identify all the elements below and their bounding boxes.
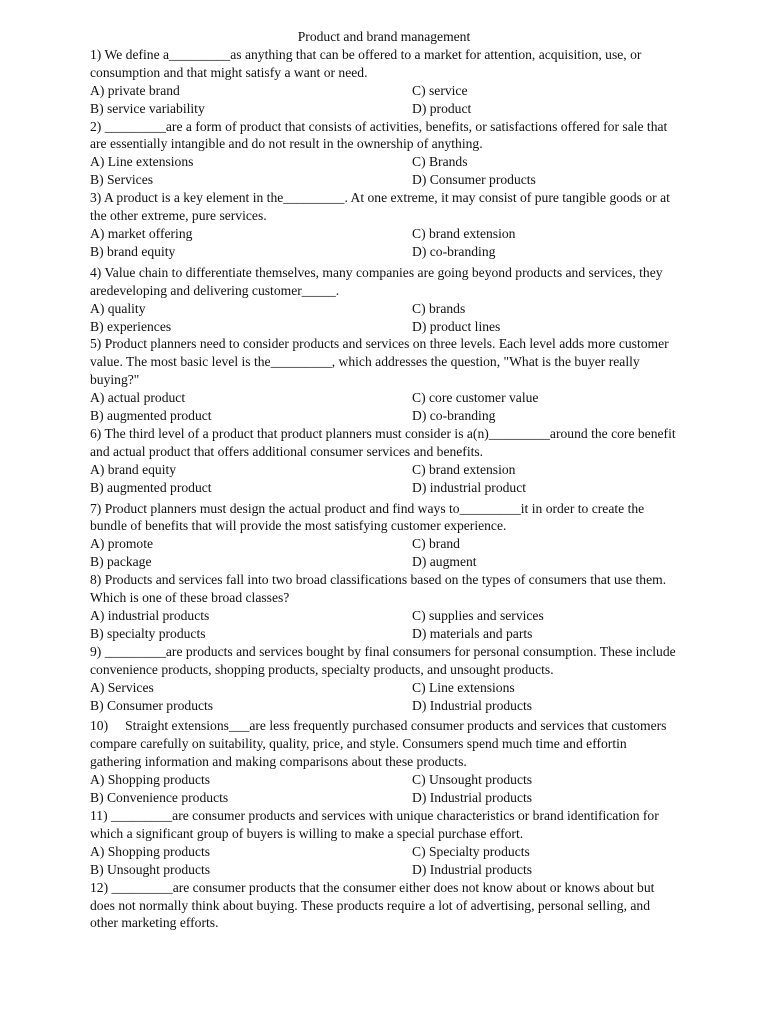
- option-c: C) core customer value: [412, 390, 539, 406]
- question-text: 10) Straight extensions___are less frequently purchased consumer products and services that customers compare carefully on suitability, quality, price, and style. Consumers spend much time and effortin gathering information and making comparisons about these products.: [90, 718, 670, 770]
- answer-options: [90, 389, 678, 425]
- option-d: D) product: [412, 100, 472, 116]
- question-text: 11) _________are consumer products and services with unique characteristics or brand identification for which a significant group of buyers is willing to make a special purchase effort.: [90, 807, 659, 841]
- question-12: [90, 879, 678, 933]
- question-3: [90, 189, 678, 261]
- option-c: C) brand: [412, 536, 460, 552]
- option-c: C) brand extension: [412, 461, 516, 477]
- option-b: B) augmented product: [90, 479, 212, 495]
- answer-options: [90, 535, 678, 571]
- option-a: A) brand equity: [90, 461, 177, 477]
- option-c: C) brands: [412, 300, 466, 316]
- question-text: 2) _________are a form of product that consists of activities, benefits, or satisfactions offered for sale that are essentially intangible and do not result in the ownership of anything.: [90, 118, 668, 152]
- option-d: D) co-branding: [412, 408, 496, 424]
- answer-options: [90, 771, 678, 807]
- option-a: A) industrial products: [90, 608, 210, 623]
- option-c: C) Specialty products: [412, 843, 530, 859]
- option-a: A) market offering: [90, 225, 193, 241]
- option-a: A) Services: [90, 679, 154, 695]
- question-8: [90, 571, 678, 643]
- option-b: B) brand equity: [90, 243, 176, 259]
- option-a: A) quality: [90, 300, 146, 316]
- option-d: D) product lines: [412, 318, 501, 334]
- option-a: A) private brand: [90, 82, 180, 98]
- option-d: D) Industrial products: [412, 861, 533, 877]
- question-text: 5) Product planners need to consider products and services on three levels. Each level adds more customer value. The most basic level is the_________, which addresses the question, "What is the buyer really buying?": [90, 336, 669, 388]
- option-c: C) Unsought products: [412, 772, 533, 788]
- question-text: 9) _________are products and services bought by final consumers for personal consumption. These include convenience products, shopping products, specialty products, and unsought products.: [90, 643, 676, 677]
- answer-options: [90, 843, 678, 879]
- option-c: C) service: [412, 82, 468, 98]
- answer-options: [90, 461, 678, 497]
- question-9: [90, 643, 678, 715]
- option-c: C) brand extension: [412, 225, 516, 241]
- question-7: [90, 500, 678, 572]
- option-a: A) promote: [90, 536, 154, 552]
- option-b: B) augmented product: [90, 408, 212, 424]
- option-a: A) Line extensions: [90, 154, 194, 170]
- option-a: A) actual product: [90, 390, 186, 406]
- option-d: D) industrial product: [412, 479, 527, 495]
- option-d: D) co-branding: [412, 243, 496, 259]
- question-text: 7) Product planners must design the actual product and find ways to_________it in order to create the bundle of benefits that will provide the most satisfying customer experience.: [90, 500, 645, 534]
- question-text: 1) We define a_________as anything that can be offered to a market for attention, acquisition, use, or consumption and that might satisfy a want or need.: [90, 46, 642, 80]
- option-c: C) supplies and services: [412, 608, 544, 623]
- option-d: D) Industrial products: [412, 790, 533, 806]
- option-c: C) Line extensions: [412, 679, 515, 695]
- option-d: D) Industrial products: [412, 697, 533, 713]
- option-d: D) materials and parts: [412, 625, 533, 641]
- page-title: Product and brand management: [297, 29, 471, 44]
- question-5: [90, 335, 678, 425]
- question-4: [90, 264, 678, 336]
- question-text: 8) Products and services fall into two broad classifications based on the types of consumers that use them. Which is one of these broad classes?: [90, 572, 667, 606]
- option-b: B) package: [90, 554, 152, 570]
- option-a: A) Shopping products: [90, 843, 211, 859]
- option-b: B) Services: [90, 172, 154, 188]
- question-10: [90, 717, 678, 807]
- option-b: B) Convenience products: [90, 790, 229, 806]
- option-b: B) specialty products: [90, 625, 206, 641]
- question-text: 12) _________are consumer products that the consumer either does not know about or knows about but does not normally think about buying. These products require a lot of advertising, personal selling, and other marketing efforts.: [90, 879, 655, 931]
- option-b: B) Consumer products: [90, 697, 214, 713]
- answer-options: [90, 82, 678, 118]
- option-b: B) experiences: [90, 318, 172, 334]
- answer-options: [90, 300, 678, 336]
- question-1: [90, 46, 678, 118]
- option-b: B) Unsought products: [90, 861, 211, 877]
- answer-options: [90, 607, 678, 643]
- question-2: [90, 118, 678, 190]
- option-b: B) service variability: [90, 100, 205, 116]
- question-6: [90, 425, 678, 497]
- question-text: 3) A product is a key element in the_________. At one extreme, it may consist of pure tangible goods or at the other extreme, pure services.: [90, 190, 670, 224]
- option-d: D) augment: [412, 554, 477, 570]
- answer-options: [90, 153, 678, 189]
- question-text: 4) Value chain to differentiate themselves, many companies are going beyond products and services, they aredeveloping and delivering customer_____.: [90, 264, 663, 298]
- answer-options: [90, 679, 678, 715]
- answer-options: [90, 225, 678, 261]
- question-text: 6) The third level of a product that product planners must consider is a(n)_________around the core benefit and actual product that offers additional consumer services and benefits.: [90, 425, 676, 459]
- question-11: [90, 807, 678, 879]
- option-c: C) Brands: [412, 154, 468, 170]
- option-d: D) Consumer products: [412, 172, 536, 188]
- option-a: A) Shopping products: [90, 772, 211, 788]
